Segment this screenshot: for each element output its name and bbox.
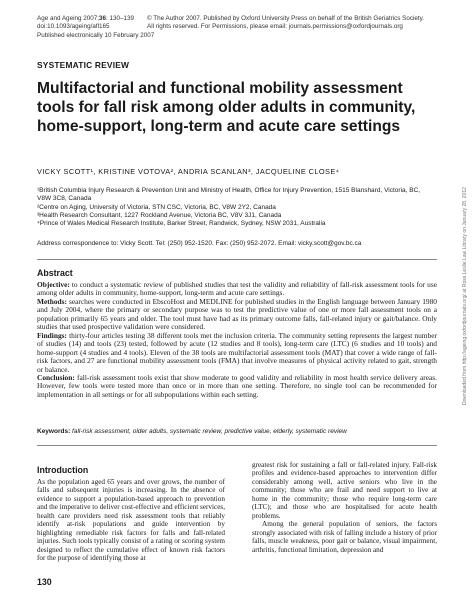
header-line-2 xyxy=(37,23,437,31)
body-column-left xyxy=(37,478,225,563)
abstract-objective: Objective: to conduct a systematic review of published studies that test the validity and reliability of fall-risk assessment tools for use among older adults in community, home-support, long-term and acute care settings. xyxy=(37,280,437,298)
introduction-heading: Introduction xyxy=(37,465,89,475)
body-paragraph: Among the general population of seniors, the factors strongly associated with risk of falling include a history of prior falls, muscle weakness, poor gait or balance, visual impairment, arthritis, functional limitation, depression and xyxy=(252,520,437,554)
header-doi: doi:10.1093/ageing/afl165 xyxy=(37,23,110,31)
divider-bottom xyxy=(37,445,437,446)
page-number: 130 xyxy=(37,577,52,587)
body-paragraph: greatest risk for sustaining a fall or fall-related injury. Fall-risk profiles and evidence-based approaches to intervention differ considerably among well, active seniors who live in the community; those who are frail and need support to live at home in the community; those who require long-term care (LTC); and those who are hospitalised for acute health problems. xyxy=(252,461,437,520)
affiliation-item: ³Health Research Consultant, 1227 Rockland Avenue, Victoria BC, V8V 3J1, Canada xyxy=(37,211,282,219)
affiliation-item: ²Centre on Aging, University of Victoria, STN CSC, Victoria, BC, V8W 2Y2, Canada xyxy=(37,203,276,211)
body-column-right xyxy=(252,461,437,554)
article-title: Multifactorial and functional mobility assessment tools for fall risk among older adults in community, home-support, long-term and acute care settings xyxy=(37,80,416,135)
abstract-methods: Methods: searches were conducted in EbscoHost and MEDLINE for published studies in the English language between January 1980 and July 2004, where the primary or secondary purpose was to test the predictive value of one or more fall assessment tools on a population primarily 65 years and older. The tool must have had as its primary outcome falls, fall-related injury or gait/balance. Only studies that used prospective validation were considered. xyxy=(37,296,437,332)
correspondence-address: Address correspondence to: Vicky Scott. Tel: (250) 952-1520. Fax: (250) 952-2072. Email: vicky.scott@gov.bc.ca xyxy=(37,240,362,247)
affiliation-item: ¹British Columbia Injury Research & Prevention Unit and Ministry of Health, Office for Injury Prevention, 1515 Blanshard, Victoria, BC, V8W 3C8, Canada xyxy=(37,187,421,203)
keywords: Keywords: fall-risk assessment, older adults, systematic review, predictive value, elderly, systematic review xyxy=(37,428,347,435)
header-copyright: © The Author 2007. Published by Oxford University Press on behalf of the British Geriatrics Society. xyxy=(147,15,425,22)
abstract-heading: Abstract xyxy=(37,268,73,278)
affiliations xyxy=(37,187,432,228)
body-paragraph: As the population aged 65 years and over grows, the number of falls and subsequent injuries is increasing. In the absence of evidence to support a population-based approach to prevention and the imperative to deliver cost-effective and efficient services, health care providers need risk assessment tools that reliably identify at-risk populations and guide intervention by highlighting remediable risk factors for falls and fall-related injuries. Such tools typically consist of a rating or scoring system designed to reflect the cumulative effect of known risk factors for the purpose of identifying those at xyxy=(37,478,225,563)
section-label: SYSTEMATIC REVIEW xyxy=(37,60,130,70)
download-watermark: Downloaded from http://ageing.oxfordjournals.org/ at Ross Leslie Law Library on January 28, 2012 xyxy=(462,187,468,405)
author-list: VICKY SCOTT¹, KRISTINE VOTOVA², ANDRIA SCANLAN³, JACQUELINE CLOSE⁴ xyxy=(37,167,340,176)
running-header xyxy=(37,15,437,40)
header-permissions: All rights reserved. For Permissions, please email: journals.permissions@oxfordjournals.org xyxy=(147,23,403,31)
header-line-3: Published electronically 10 February 2007 xyxy=(37,31,155,39)
affiliation-item: ⁴Prince of Wales Medical Research Institute, Barker Street, Randwick, Sydney, NSW 2031, Australia xyxy=(37,220,326,228)
divider-top xyxy=(37,259,437,260)
abstract-findings: Findings: thirty-four articles testing 38 different tools met the inclusion criteria. The community setting represents the largest number of studies (14) and tools (23) tested, followed by acute (12 studies and 8 tools), long-term care (LTC) (6 studies and 10 tools) and home-support (4 studies and 4 tools). Eleven of the 38 tools are multifactorial assessment tools (MAT) that cover a wide range of fall-risk factors, and 27 are functional mobility assessment tools (FMA) that involve measures of physical activity related to gait, strength or balance. xyxy=(37,330,437,374)
header-line-1: Age and Ageing 2007;36: 130–139 © The Author 2007. Published by Oxford University Press on behalf of the British Geriatrics Society. xyxy=(37,15,425,22)
abstract-body xyxy=(37,281,437,399)
abstract-conclusion: Conclusion: fall-risk assessment tools exist that show moderate to good validity and reliability in most health service delivery areas. However, few tools were tested more than once or in more than one setting. Therefore, no single tool can be recommended for implementation in all settings or for all subpopulations within each setting. xyxy=(37,372,437,399)
